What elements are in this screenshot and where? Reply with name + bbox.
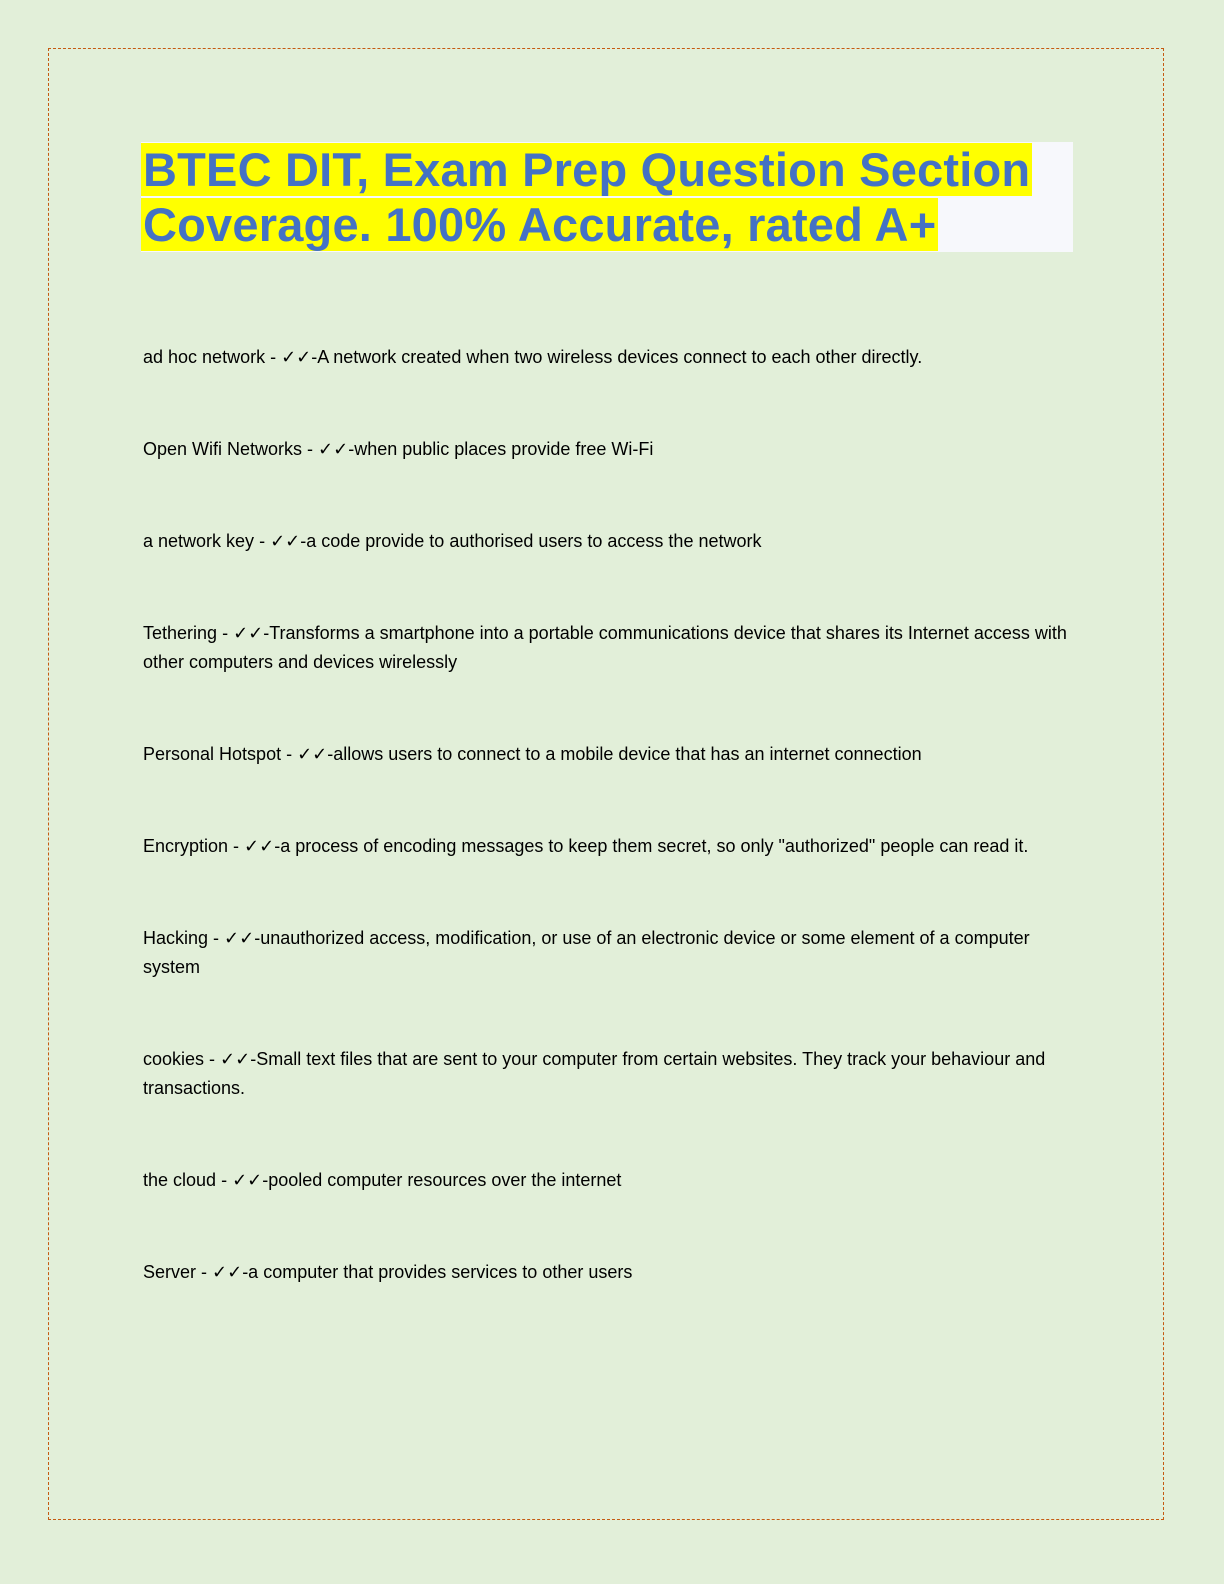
separator: - (216, 1170, 233, 1190)
entry-definition: -a code provide to authorised users to access the network (300, 531, 762, 551)
double-check-icon: ✓✓ (318, 439, 349, 460)
entry-definition: -allows users to connect to a mobile device that has an internet connection (327, 744, 922, 764)
separator: - (265, 347, 282, 367)
glossary-entry (143, 924, 1073, 982)
entry-term: Hacking (143, 928, 209, 948)
double-check-icon: ✓✓ (270, 531, 301, 552)
entry-definition: -when public places provide free Wi-Fi (348, 439, 654, 459)
glossary-entry (143, 1045, 1073, 1103)
double-check-icon: ✓✓ (232, 1170, 263, 1191)
double-check-icon: ✓✓ (224, 928, 255, 949)
document-title (141, 142, 1073, 252)
glossary-entry (143, 832, 1073, 861)
entry-term: the cloud (143, 1170, 217, 1190)
entry-term: Encryption (143, 836, 229, 856)
entry-definition: -A network created when two wireless devices connect to each other directly. (311, 347, 923, 367)
separator: - (196, 1262, 213, 1282)
entry-term: ad hoc network (143, 347, 266, 367)
double-check-icon: ✓✓ (244, 836, 275, 857)
entry-term: Server (143, 1262, 197, 1282)
entry-definition: -a computer that provides services to other users (242, 1262, 633, 1282)
entry-term: a network key (143, 531, 255, 551)
separator: - (208, 928, 225, 948)
glossary-entry (143, 435, 1073, 464)
glossary-entry (143, 740, 1073, 769)
entry-term: Personal Hotspot (143, 744, 282, 764)
glossary-entry (143, 1258, 1073, 1287)
separator: - (204, 1049, 221, 1069)
double-check-icon: ✓✓ (220, 1049, 251, 1070)
entry-term: Open Wifi Networks (143, 439, 303, 459)
separator: - (228, 836, 245, 856)
double-check-icon: ✓✓ (281, 347, 312, 368)
title-text: BTEC DIT, Exam Prep Question Section Coverage. 100% Accurate, rated A+ (143, 143, 1031, 251)
entry-definition: -pooled computer resources over the internet (262, 1170, 622, 1190)
separator: - (254, 531, 271, 551)
double-check-icon: ✓✓ (212, 1262, 243, 1283)
glossary-entry (143, 527, 1073, 556)
glossary-entry (143, 1166, 1073, 1195)
separator: - (281, 744, 298, 764)
entry-term: Tethering (143, 623, 218, 643)
separator: - (302, 439, 319, 459)
separator: - (217, 623, 234, 643)
entry-definition: -a process of encoding messages to keep them secret, so only "authorized" people can read it. (274, 836, 1029, 856)
title-block (141, 142, 1073, 252)
double-check-icon: ✓✓ (233, 623, 264, 644)
entry-definition: -unauthorized access, modification, or use of an electronic device or some element of a computer system (143, 928, 1030, 977)
glossary-entry (143, 343, 1073, 372)
entry-definition: -Transforms a smartphone into a portable communications device that shares its Internet access with other computers and devices wirelessly (143, 623, 1067, 672)
entry-definition: -Small text files that are sent to your computer from certain websites. They track your behaviour and transactions. (143, 1049, 1046, 1098)
double-check-icon: ✓✓ (297, 744, 328, 765)
entry-term: cookies (143, 1049, 205, 1069)
glossary-entry (143, 619, 1073, 677)
glossary-list (143, 343, 1073, 1287)
